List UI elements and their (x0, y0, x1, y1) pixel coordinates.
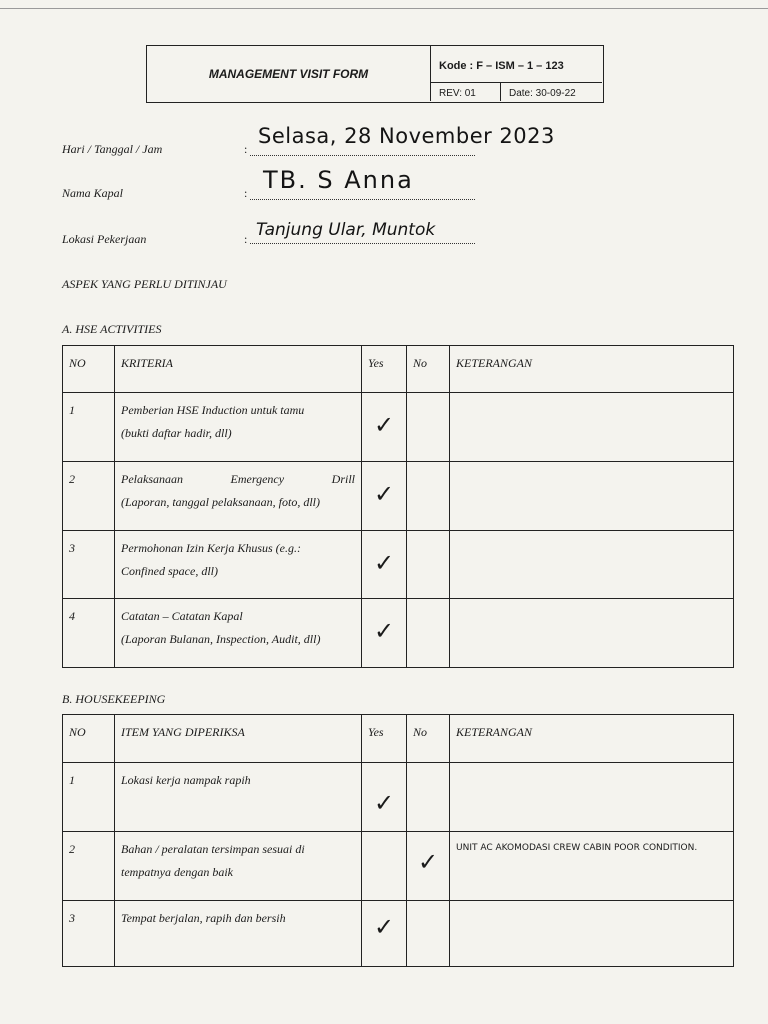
check-mark-icon: ✓ (373, 617, 395, 645)
check-mark-icon: ✓ (373, 480, 395, 508)
table-row (63, 901, 734, 967)
row-number: 3 (63, 531, 115, 599)
row-criteria (115, 531, 362, 599)
criteria-line: (Laporan Bulanan, Inspection, Audit, dll) (121, 632, 321, 646)
field-colon: : (244, 232, 248, 246)
row-criteria (115, 599, 362, 668)
no-cell (407, 531, 450, 599)
yes-cell (362, 832, 407, 901)
table-row (63, 832, 734, 901)
no-cell (407, 393, 450, 462)
item-line: tempatnya dengan baik (121, 865, 233, 879)
row-criteria (115, 393, 362, 462)
field-colon: : (244, 142, 248, 156)
no-cell (407, 901, 450, 967)
form-header (146, 45, 604, 103)
item-line: Bahan / peralatan tersimpan sesuai di (121, 842, 305, 856)
table-row (63, 763, 734, 832)
check-mark-icon: ✓ (373, 789, 395, 817)
no-cell (407, 462, 450, 531)
header-yes: Yes (362, 346, 407, 393)
field-line-ship (250, 199, 475, 200)
section-b-title: B. HOUSEKEEPING (62, 692, 166, 706)
row-number: 1 (63, 763, 115, 832)
header-keterangan: KETERANGAN (450, 346, 734, 393)
header-keterangan: KETERANGAN (450, 715, 734, 763)
item-line: Lokasi kerja nampak rapih (121, 773, 251, 787)
scan-edge-line (0, 8, 768, 9)
yes-cell (362, 763, 407, 832)
item-line: Tempat berjalan, rapih dan bersih (121, 911, 286, 925)
row-number: 4 (63, 599, 115, 668)
keterangan-cell (450, 599, 734, 668)
keterangan-cell (450, 531, 734, 599)
field-label-date: Hari / Tanggal / Jam (62, 142, 163, 156)
row-criteria (115, 462, 362, 531)
check-mark-icon: ✓ (373, 913, 395, 941)
header-yes: Yes (362, 715, 407, 763)
no-cell (407, 763, 450, 832)
header-no: NO (63, 346, 115, 393)
field-value-ship: TB. S Anna (263, 166, 414, 194)
criteria-line: Permohonan Izin Kerja Khusus (e.g.: (121, 541, 301, 555)
keterangan-cell (450, 462, 734, 531)
table-header-row (63, 346, 734, 393)
keterangan-cell (450, 832, 734, 901)
field-label-ship: Nama Kapal (62, 186, 124, 200)
yes-cell (362, 901, 407, 967)
yes-cell (362, 462, 407, 531)
row-number: 2 (63, 462, 115, 531)
row-item (115, 763, 362, 832)
field-colon: : (244, 186, 248, 200)
row-number: 1 (63, 393, 115, 462)
keterangan-cell (450, 763, 734, 832)
criteria-line: Pelaksanaan Emergency Drill (121, 472, 355, 486)
no-cell (407, 832, 450, 901)
field-value-location: Tanjung Ular, Muntok (256, 220, 436, 240)
field-label-location: Lokasi Pekerjaan (62, 232, 147, 246)
criteria-line: Pemberian HSE Induction untuk tamu (121, 403, 305, 417)
criteria-line: Catatan – Catatan Kapal (121, 609, 243, 623)
yes-cell (362, 531, 407, 599)
check-mark-icon: ✓ (417, 848, 439, 876)
row-item (115, 832, 362, 901)
table-row (63, 531, 734, 599)
header-no: NO (63, 715, 115, 763)
check-mark-icon: ✓ (373, 549, 395, 577)
yes-cell (362, 599, 407, 668)
form-revision: REV: 01 (431, 83, 501, 101)
housekeeping-table (62, 714, 734, 967)
row-item (115, 901, 362, 967)
section-a-title: A. HSE ACTIVITIES (62, 322, 162, 336)
header-kriteria: KRITERIA (115, 346, 362, 393)
header-no-answer: No (407, 715, 450, 763)
table-row (63, 599, 734, 668)
keterangan-cell (450, 393, 734, 462)
form-title: MANAGEMENT VISIT FORM (147, 46, 431, 101)
criteria-line: (bukti daftar hadir, dll) (121, 426, 232, 440)
keterangan-cell (450, 901, 734, 967)
no-cell (407, 599, 450, 668)
header-item: ITEM YANG DIPERIKSA (115, 715, 362, 763)
criteria-line: Confined space, dll) (121, 564, 218, 578)
aspect-title: ASPEK YANG PERLU DITINJAU (62, 277, 227, 291)
field-value-date: Selasa, 28 November 2023 (258, 124, 555, 148)
table-header-row (63, 715, 734, 763)
yes-cell (362, 393, 407, 462)
hse-activities-table (62, 345, 734, 668)
header-no-answer: No (407, 346, 450, 393)
field-line-date (250, 155, 475, 156)
field-line-location (250, 243, 475, 244)
form-date: Date: 30-09-22 (509, 88, 576, 99)
check-mark-icon: ✓ (373, 411, 395, 439)
criteria-line: (Laporan, tanggal pelaksanaan, foto, dll) (121, 495, 320, 509)
row-number: 2 (63, 832, 115, 901)
row-number: 3 (63, 901, 115, 967)
form-code: Kode : F – ISM – 1 – 123 (431, 46, 602, 83)
table-row (63, 393, 734, 462)
keterangan-note: UNIT AC AKOMODASI CREW CABIN POOR CONDITION. (456, 843, 698, 853)
table-row (63, 462, 734, 531)
